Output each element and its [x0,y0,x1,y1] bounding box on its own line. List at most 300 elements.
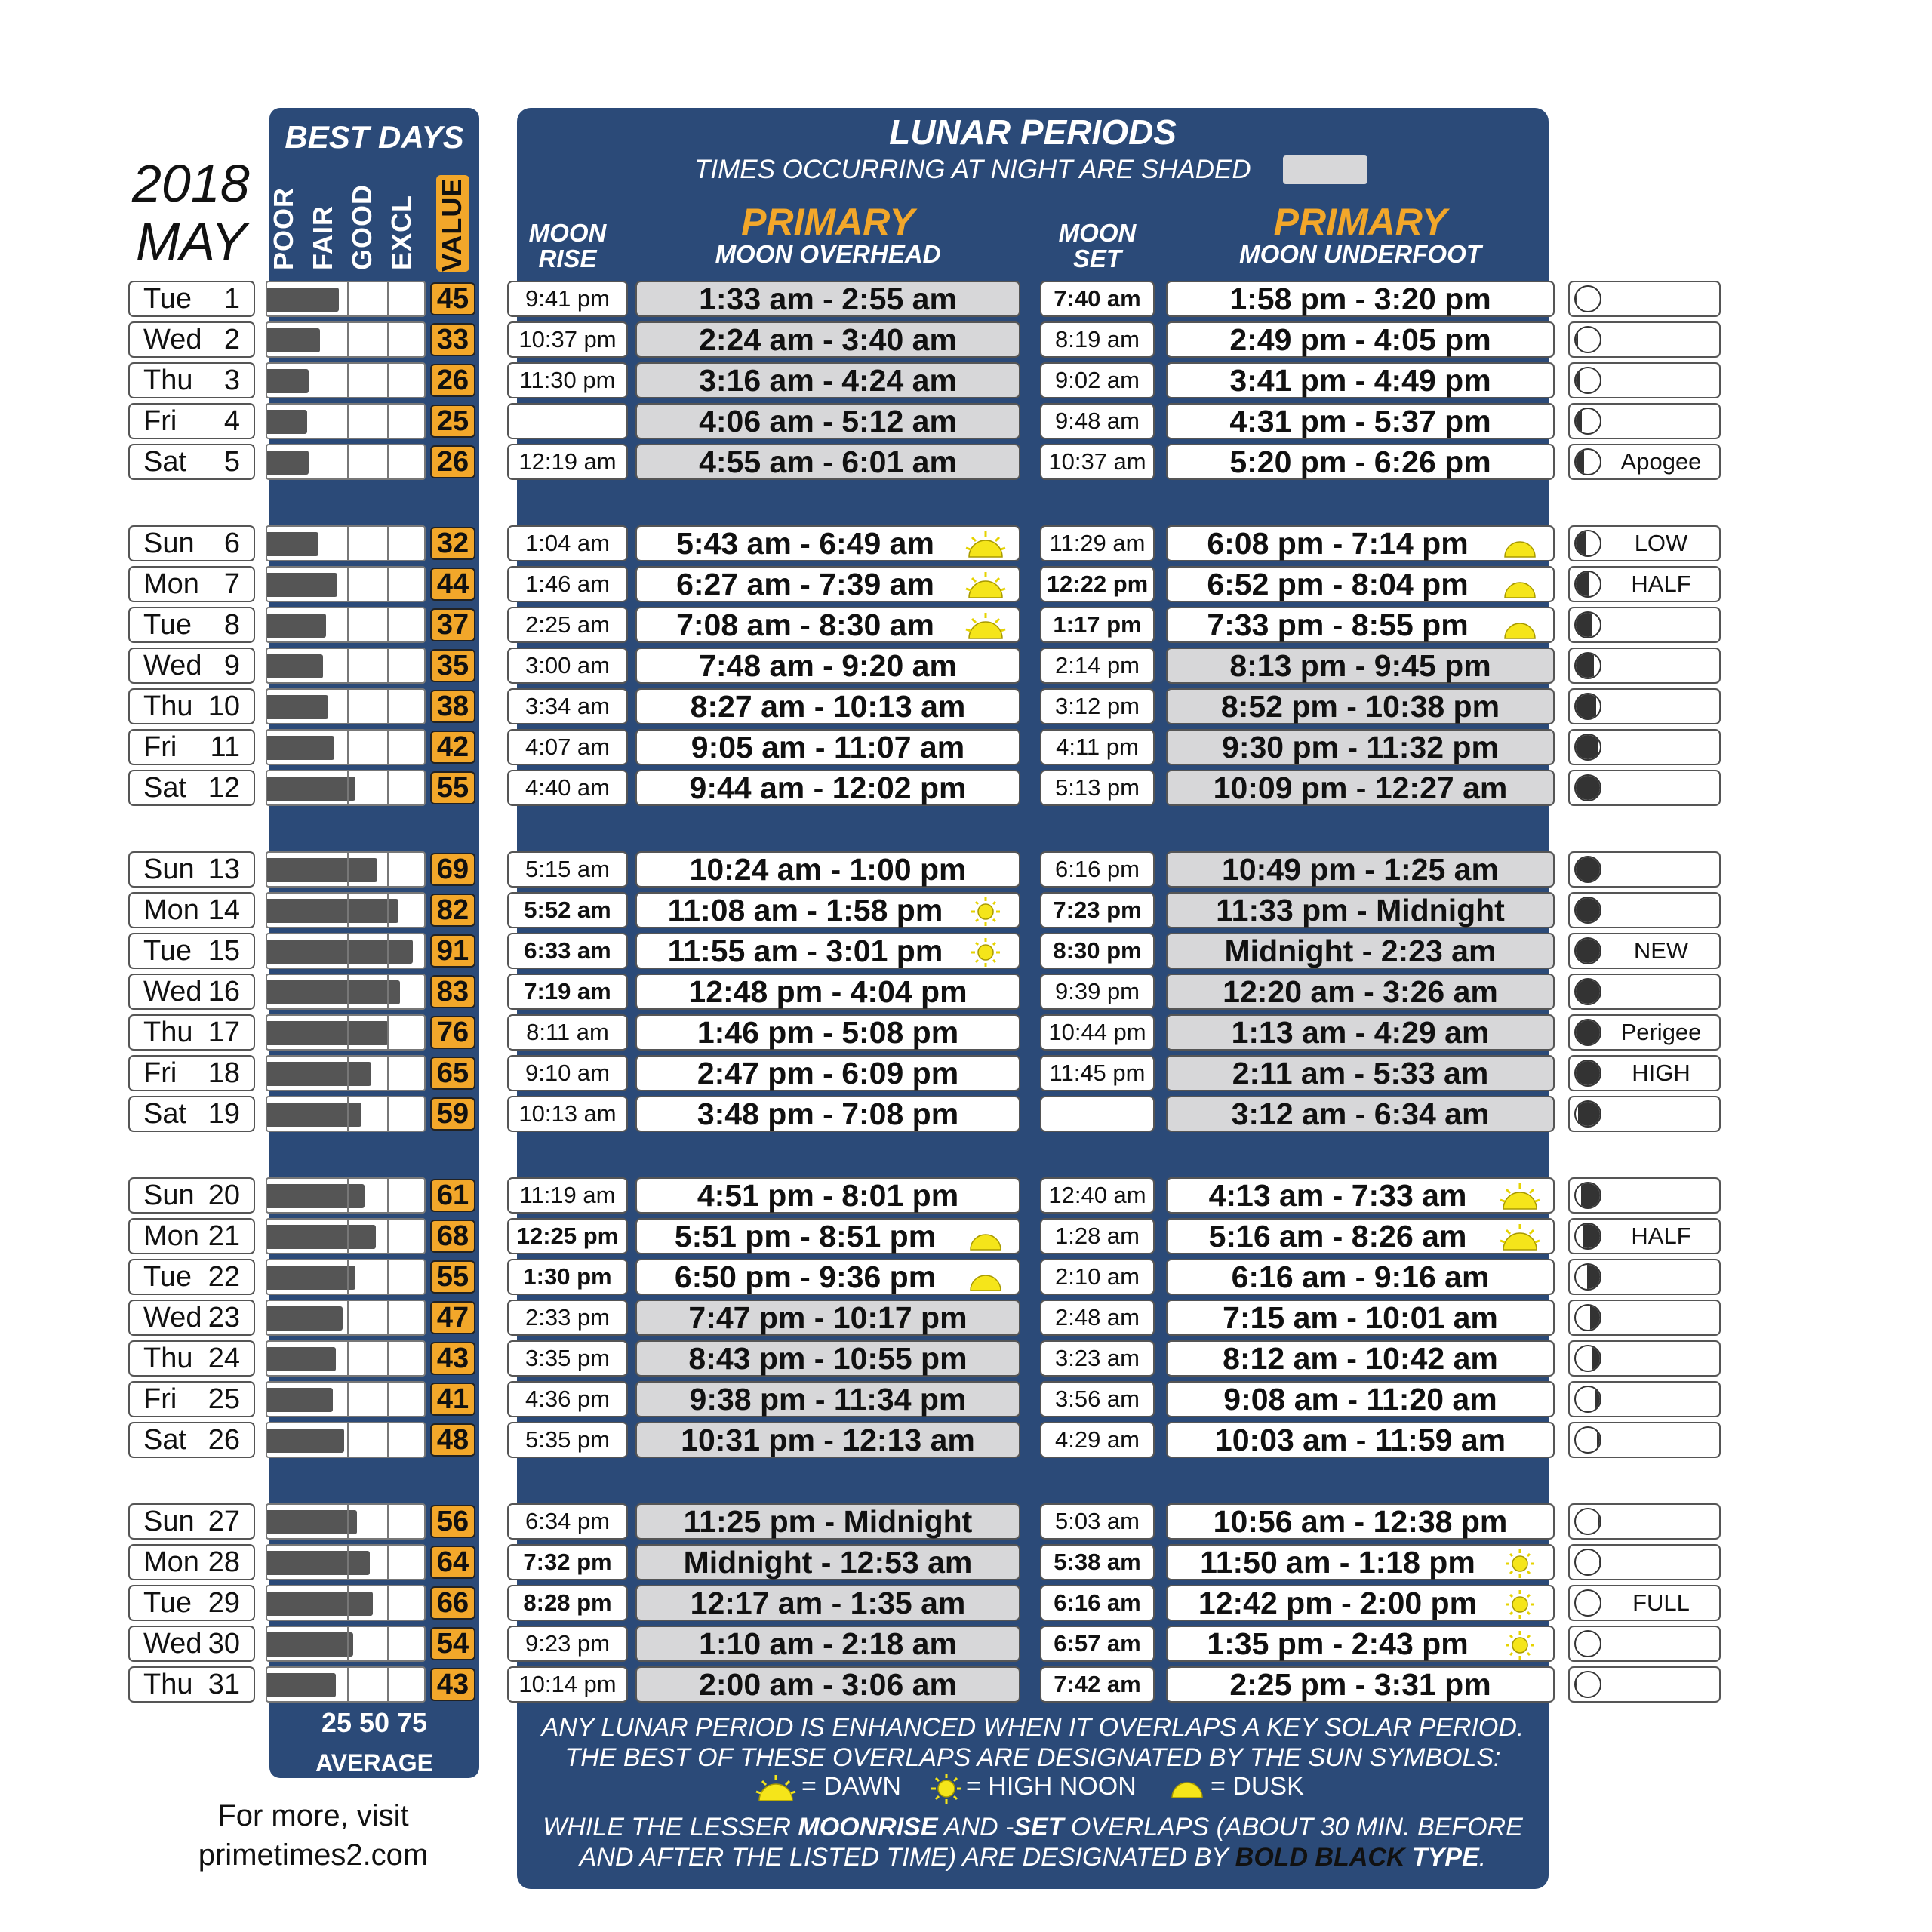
underfoot-time: 5:20 pm - 6:26 pm [1229,444,1491,479]
moon-overhead-period [635,1422,1020,1458]
value-bar-fill [267,1592,373,1616]
value-bar-fill [267,940,413,964]
table-row [0,1055,1932,1091]
moon-set-time: 2:10 am [1040,1259,1155,1295]
value-bar-fill [267,1306,343,1331]
value-badge: 59 [430,1097,475,1131]
value-bar-fill [267,1021,389,1045]
sun-symbol-legend [755,1772,1328,1805]
day-label [128,362,255,398]
table-row [0,688,1932,724]
bar-divider [347,282,349,315]
underfoot-time: 6:08 pm - 7:14 pm [1207,525,1469,561]
day-date: 8 [223,608,240,641]
moon-underfoot-period [1166,1259,1555,1295]
day-of-week: Wed [143,649,202,681]
day-date: 25 [208,1383,240,1415]
best-days-bar [266,362,426,398]
bar-divider [347,690,349,723]
day-date: 19 [208,1097,240,1130]
moon-rise-time: 11:19 am [507,1177,628,1214]
moon-underfoot-period [1166,1300,1555,1336]
moon-phase-cell [1568,607,1721,643]
moon-overhead-period [635,403,1020,439]
day-of-week: Wed [143,323,202,355]
dusk-icon [1499,530,1541,560]
value-badge: 26 [430,445,475,478]
best-days-bar [266,648,426,684]
moon-overhead-period [635,1585,1020,1621]
day-label [128,1544,255,1580]
dusk-icon [1170,1777,1204,1799]
moon-phase-icon [1574,326,1601,353]
moon-rise-time: 10:37 pm [507,321,628,358]
moon-set-time: 9:48 am [1040,403,1155,439]
moon-rise-time: 6:33 am [507,933,628,969]
overhead-time: 1:33 am - 2:55 am [699,281,957,316]
moon-underfoot-period [1166,770,1555,806]
value-badge: 69 [430,853,475,886]
bar-divider [347,405,349,438]
underfoot-header-primary: PRIMARY [1273,201,1447,243]
moon-phase-cell [1568,1096,1721,1132]
day-date: 27 [208,1505,240,1537]
overhead-time: 2:00 am - 3:06 am [699,1666,957,1702]
table-row [0,1177,1932,1214]
day-of-week: Tue [143,282,192,315]
table-row [0,729,1932,765]
table-row [0,1014,1932,1051]
moon-set-time: 3:56 am [1040,1381,1155,1417]
bar-divider [387,934,389,968]
bar-divider [387,1097,389,1131]
day-label [128,892,255,928]
moon-set-time: 9:39 pm [1040,974,1155,1010]
moon-underfoot-period [1166,974,1555,1010]
day-date: 28 [208,1546,240,1578]
day-of-week: Fri [143,1383,177,1415]
day-of-week: Sat [143,1097,187,1130]
overhead-time: 4:06 am - 5:12 am [699,403,957,438]
moon-phase-label: HALF [1631,1223,1691,1249]
moon-underfoot-period [1166,851,1555,888]
day-of-week: Mon [143,1220,199,1252]
day-label [128,321,255,358]
day-label [128,1055,255,1091]
bar-divider [387,649,389,682]
moon-phase-label: Apogee [1620,448,1702,475]
best-days-bar [266,1096,426,1132]
moon-phase-label: HALF [1631,571,1691,597]
day-of-week: Thu [143,690,193,722]
overhead-time: 4:55 am - 6:01 am [699,444,957,479]
moon-set-time: 5:13 pm [1040,770,1155,806]
dawn-icon [964,571,1007,601]
table-row [0,321,1932,358]
bar-divider [347,1668,349,1701]
underfoot-time: 4:31 pm - 5:37 pm [1229,403,1491,438]
underfoot-time: 7:15 am - 10:01 am [1223,1300,1498,1335]
moon-overhead-period [635,933,1020,969]
moon-phase-icon [1574,1345,1601,1372]
day-label [128,1340,255,1377]
moon-underfoot-period [1166,1544,1555,1580]
bar-divider [347,1260,349,1294]
bar-divider [347,1586,349,1620]
moon-rise-time: 11:30 pm [507,362,628,398]
underfoot-time: 1:58 pm - 3:20 pm [1229,281,1491,316]
underfoot-time: 1:13 am - 4:29 am [1231,1014,1490,1050]
dusk-icon [964,1223,1007,1253]
bar-divider [387,690,389,723]
moon-phase-icon [1574,652,1601,679]
best-days-bar [266,851,426,888]
footer-link[interactable]: primetimes2.com [198,1838,429,1872]
moon-phase-icon [1574,448,1601,475]
value-bar-fill [267,369,309,393]
day-date: 9 [223,649,240,681]
table-row [0,1340,1932,1377]
day-of-week: Tue [143,608,192,641]
day-label [128,1422,255,1458]
bar-divider [347,568,349,601]
moon-rise-time: 12:19 am [507,444,628,480]
overhead-time: 7:08 am - 8:30 am [676,607,934,642]
moon-phase-icon [1574,937,1601,964]
moon-overhead-period [635,729,1020,765]
underfoot-time: 10:56 am - 12:38 pm [1213,1503,1508,1539]
value-bar-fill [267,1225,376,1249]
moon-phase-icon [1574,1589,1601,1617]
bar-divider [387,853,389,886]
bar-divider [347,1016,349,1049]
underfoot-time: 9:08 am - 11:20 am [1223,1381,1497,1417]
best-days-bar [266,1585,426,1621]
best-days-bar [266,1626,426,1662]
best-days-bar [266,933,426,969]
moon-underfoot-period [1166,607,1555,643]
table-row [0,362,1932,398]
moon-phase-cell [1568,1014,1721,1051]
moon-overhead-period [635,648,1020,684]
moon-underfoot-period [1166,1340,1555,1377]
month-label: MAY [136,212,247,271]
moon-set-time: 6:16 am [1040,1585,1155,1621]
table-row [0,1503,1932,1540]
overhead-time: 11:55 am - 3:01 pm [667,933,943,968]
value-bar-fill [267,410,307,434]
bar-divider [387,1627,389,1660]
moon-overhead-period [635,321,1020,358]
value-badge: 48 [430,1423,475,1457]
table-row [0,566,1932,602]
moon-rise-time: 5:15 am [507,851,628,888]
best-days-bar [266,1503,426,1540]
bar-divider [347,1423,349,1457]
best-days-bar [266,281,426,317]
high-noon-icon [930,1772,963,1805]
moon-overhead-period [635,1381,1020,1417]
underfoot-time: 6:52 pm - 8:04 pm [1207,566,1469,601]
legend-dusk: = DUSK [1211,1772,1304,1801]
dusk-icon [1499,571,1541,601]
day-date: 14 [208,894,240,926]
moon-phase-icon [1574,693,1601,720]
bar-divider [387,1179,389,1212]
moon-phase-label: FULL [1632,1589,1690,1616]
moon-phase-cell [1568,1585,1721,1621]
best-days-bar [266,1381,426,1417]
moon-rise-time: 8:11 am [507,1014,628,1051]
table-row [0,892,1932,928]
note-line4-type: TYPE [1404,1843,1479,1872]
value-bar-fill [267,1062,371,1086]
bar-divider [347,1546,349,1579]
moon-phase-icon [1574,408,1601,435]
value-bar-fill [267,1510,357,1534]
day-of-week: Sun [143,1505,195,1537]
moon-rise-time: 10:13 am [507,1096,628,1132]
table-row [0,1666,1932,1703]
moon-phase-cell [1568,729,1721,765]
moon-phase-cell [1568,1218,1721,1254]
value-badge: 45 [430,282,475,315]
day-label [128,851,255,888]
dawn-icon [1499,1223,1541,1253]
moon-phase-cell [1568,525,1721,561]
day-label [128,281,255,317]
day-date: 23 [208,1301,240,1334]
value-bar-fill [267,980,400,1004]
value-badge: 91 [430,934,475,968]
day-of-week: Thu [143,1342,193,1374]
value-badge: 32 [430,527,475,560]
moon-phase-icon [1574,1671,1601,1698]
table-row [0,1218,1932,1254]
bar-divider [347,1057,349,1090]
moon-overhead-period [635,1503,1020,1540]
day-label [128,1014,255,1051]
moon-underfoot-period [1166,1422,1555,1458]
day-date: 17 [208,1016,240,1048]
bar-divider [347,1097,349,1131]
bar-divider [387,1301,389,1334]
bar-divider [387,1342,389,1375]
day-of-week: Mon [143,568,199,600]
high-noon-icon [1499,1630,1541,1660]
bar-divider [347,1342,349,1375]
high-noon-icon [964,897,1007,927]
day-date: 16 [208,975,240,1008]
dawn-icon [964,530,1007,560]
moon-set-time: 6:57 am [1040,1626,1155,1662]
day-label [128,770,255,806]
value-badge: 43 [430,1342,475,1375]
overhead-time: 8:43 pm - 10:55 pm [688,1340,968,1376]
note-line1: ANY LUNAR PERIOD IS ENHANCED WHEN IT OVERLAPS A KEY SOLAR PERIOD. [541,1713,1524,1742]
moon-underfoot-period [1166,362,1555,398]
day-label [128,1381,255,1417]
day-label [128,1300,255,1336]
moon-underfoot-period [1166,1626,1555,1662]
value-badge: 65 [430,1057,475,1090]
moon-set-time [1040,1096,1155,1132]
value-badge: 47 [430,1301,475,1334]
bar-divider [347,445,349,478]
note-line3-e: OVERLAPS (ABOUT 30 MIN. BEFORE [1063,1813,1523,1841]
day-label [128,1626,255,1662]
value-bar-fill [267,858,377,882]
overhead-time: 3:48 pm - 7:08 pm [697,1096,959,1131]
overhead-header-primary: PRIMARY [741,201,915,243]
value-bar-fill [267,1429,344,1453]
underfoot-time: 1:35 pm - 2:43 pm [1207,1626,1469,1661]
moon-phase-icon [1574,1549,1601,1576]
moon-phase-icon [1574,367,1601,394]
bar-divider [387,405,389,438]
bar-divider [387,1586,389,1620]
day-date: 26 [208,1423,240,1456]
value-badge: 55 [430,1260,475,1294]
bar-divider [387,1016,389,1049]
value-badge: 33 [430,323,475,356]
moon-rise-time: 8:28 pm [507,1585,628,1621]
moon-phase-icon [1574,611,1601,638]
bar-divider [347,649,349,682]
table-row [0,1422,1932,1458]
moon-phase-cell [1568,1300,1721,1336]
moon-rise-time: 4:07 am [507,729,628,765]
underfoot-time: 8:12 am - 10:42 am [1223,1340,1498,1376]
moon-set-time: 7:23 pm [1040,892,1155,928]
moon-rise-time: 3:35 pm [507,1340,628,1377]
note-line2: THE BEST OF THESE OVERLAPS ARE DESIGNATED BY THE SUN SYMBOLS: [565,1743,1501,1772]
day-label [128,1259,255,1295]
table-row [0,1300,1932,1336]
col-good: GOOD [346,183,377,270]
best-days-bar [266,566,426,602]
bar-divider [387,731,389,764]
bar-divider [387,1505,389,1538]
day-date: 11 [210,731,240,763]
moon-overhead-period [635,1096,1020,1132]
moon-phase-icon [1574,897,1601,924]
underfoot-time: 2:49 pm - 4:05 pm [1229,321,1491,357]
value-bar-fill [267,1388,333,1412]
day-of-week: Sat [143,445,187,478]
day-of-week: Sat [143,1423,187,1456]
note-line3-set: SET [1014,1813,1064,1841]
bar-divider [387,1057,389,1090]
best-days-title: BEST DAYS [285,119,464,155]
day-of-week: Wed [143,1301,202,1334]
underfoot-time: 12:42 pm - 2:00 pm [1198,1585,1478,1620]
moon-overhead-period [635,566,1020,602]
bar-divider [387,445,389,478]
underfoot-time: 3:41 pm - 4:49 pm [1229,362,1491,398]
moon-phase-cell [1568,648,1721,684]
note-line3-a: WHILE THE LESSER [543,1813,798,1841]
day-label [128,444,255,480]
day-of-week: Tue [143,934,192,967]
day-label [128,1585,255,1621]
underfoot-time: 11:50 am - 1:18 pm [1200,1544,1475,1580]
moon-overhead-period [635,851,1020,888]
bar-divider [387,1668,389,1701]
moon-rise-time [507,403,628,439]
best-days-bar [266,974,426,1010]
moon-underfoot-period [1166,688,1555,724]
underfoot-time: 3:12 am - 6:34 am [1231,1096,1490,1131]
day-of-week: Tue [143,1586,192,1619]
moon-rise-time: 9:41 pm [507,281,628,317]
moon-phase-icon [1574,571,1601,598]
underfoot-time: 12:20 am - 3:26 am [1223,974,1498,1009]
best-days-bar [266,770,426,806]
underfoot-time: 4:13 am - 7:33 am [1208,1177,1467,1213]
value-bar-fill [267,1551,370,1575]
moon-phase-cell [1568,892,1721,928]
best-days-bar [266,1259,426,1295]
moon-set-time: 6:16 pm [1040,851,1155,888]
day-date: 24 [208,1342,240,1374]
day-label [128,1503,255,1540]
moon-underfoot-period [1166,1055,1555,1091]
best-days-bar [266,688,426,724]
bar-divider [387,771,389,804]
moon-overhead-period [635,1544,1020,1580]
overhead-time: 2:47 pm - 6:09 pm [697,1055,959,1091]
col-fair: FAIR [307,205,338,270]
day-label [128,729,255,765]
scale-label: 25 50 75 [321,1707,428,1738]
bar-divider [387,1260,389,1294]
moon-underfoot-period [1166,321,1555,358]
moon-phase-icon [1574,1019,1601,1046]
moon-underfoot-period [1166,566,1555,602]
col-value: VALUE [436,175,469,272]
moon-phase-label: HIGH [1632,1060,1690,1086]
value-bar-fill [267,573,337,597]
moon-phase-cell [1568,1340,1721,1377]
day-date: 31 [208,1668,240,1700]
moon-underfoot-period [1166,892,1555,928]
overhead-time: 11:25 pm - Midnight [683,1503,973,1539]
value-badge: 38 [430,690,475,723]
value-bar-fill [267,695,328,719]
moon-set-time: 5:03 am [1040,1503,1155,1540]
moon-underfoot-period [1166,1381,1555,1417]
underfoot-time: 5:16 am - 8:26 am [1208,1218,1467,1254]
day-date: 10 [208,690,240,722]
value-bar-fill [267,328,320,352]
note-line4 [517,1843,1549,1872]
moon-overhead-period [635,525,1020,561]
day-of-week: Mon [143,1546,199,1578]
day-date: 18 [208,1057,240,1089]
overhead-time: 6:27 am - 7:39 am [676,566,934,601]
table-row [0,1381,1932,1417]
footer-line1: For more, visit [217,1799,409,1832]
value-bar-fill [267,1347,336,1371]
day-label [128,1177,255,1214]
note-line3-moonrise: MOONRISE [798,1813,938,1841]
high-noon-icon [964,937,1007,968]
value-bar-fill [267,451,309,475]
bar-divider [387,894,389,927]
day-of-week: Sun [143,1179,195,1211]
moon-phase-cell [1568,403,1721,439]
